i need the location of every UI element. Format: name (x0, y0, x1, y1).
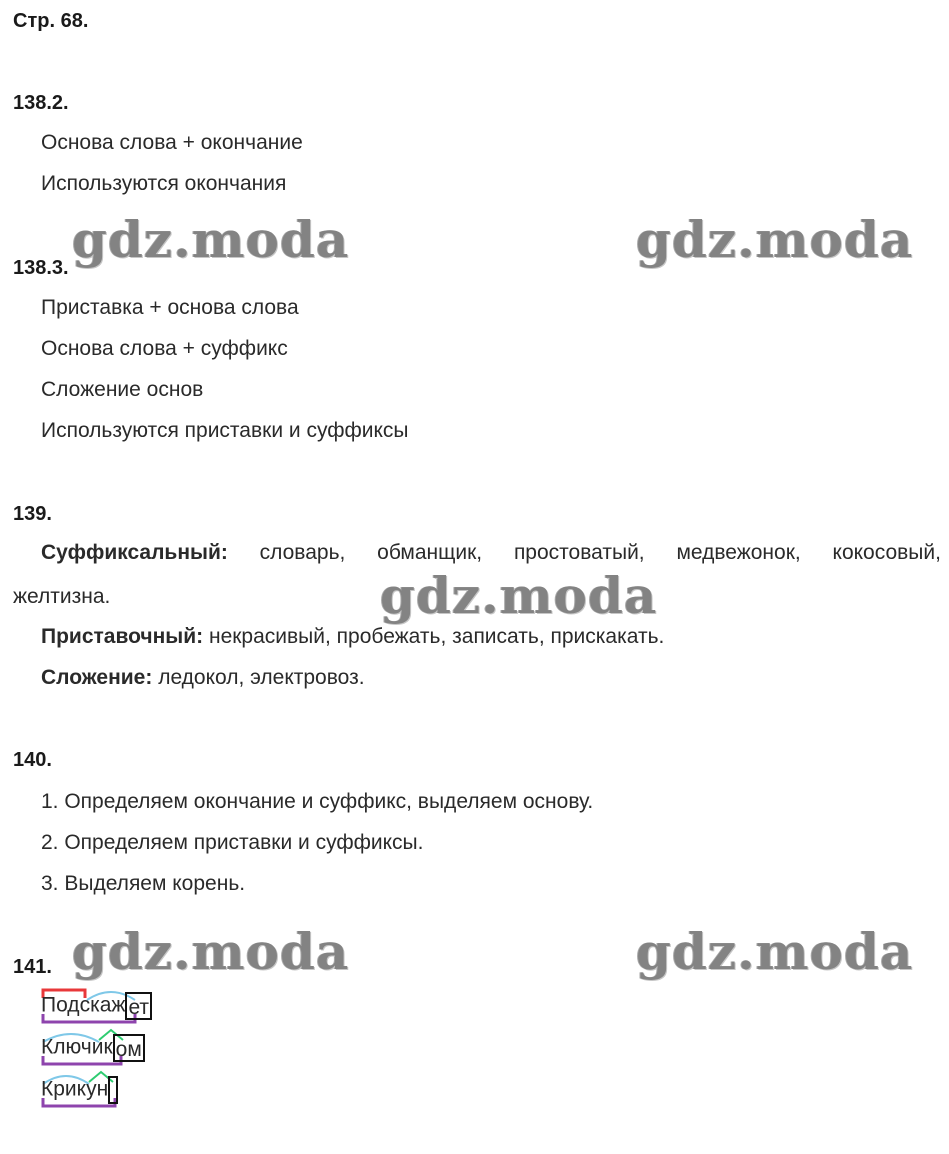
exercise-138-3-title: 138.3. (13, 257, 69, 279)
exercise-138-2-line-1: Основа слова + окончание (41, 131, 303, 154)
exercise-138-3-line-1: Приставка + основа слова (41, 296, 299, 319)
page-label: Стр. 68. (13, 10, 89, 32)
morpheme-word-3 (41, 1072, 118, 1112)
ending-box: ом (113, 1034, 145, 1062)
exercise-138-3-line-3: Сложение основ (41, 378, 204, 401)
exercise-141-title: 141. (13, 956, 52, 978)
suffix-word: кокосовый, (832, 541, 941, 564)
word-stem: Подскаж (41, 993, 126, 1017)
exercise-138-2-title: 138.2. (13, 92, 69, 114)
watermark-logo: gdz.moda (636, 210, 914, 269)
suffix-continuation: желтизна. (13, 585, 111, 608)
compound-line (41, 666, 365, 690)
exercise-140-item-2: 2. Определяем приставки и суффиксы. (41, 831, 424, 854)
compound-text: ледокол, электровоз. (158, 666, 365, 689)
exercise-138-2-line-2: Используются окончания (41, 172, 287, 195)
suffix-word: обманщик, (377, 541, 483, 564)
exercise-139-suffix-line (41, 541, 941, 565)
watermark-logo: gdz.moda (72, 210, 350, 269)
exercise-140-item-3: 3. Выделяем корень. (41, 872, 246, 895)
ending-box: ет (125, 992, 152, 1020)
morpheme-word-1 (41, 988, 152, 1028)
prefix-label: Приставочный: (41, 625, 204, 648)
suffix-label: Суффиксальный: (41, 541, 228, 564)
exercise-139-title: 139. (13, 503, 52, 525)
exercise-140-title: 140. (13, 749, 52, 771)
watermark-logo: gdz.moda (380, 566, 658, 625)
morpheme-word-2 (41, 1030, 145, 1070)
watermark-logo: gdz.moda (72, 922, 350, 981)
watermark-logo: gdz.moda (636, 922, 914, 981)
prefix-text: некрасивый, пробежать, записать, прискакать. (208, 625, 665, 648)
ending-box (108, 1076, 118, 1104)
word-stem: Крикун (41, 1077, 109, 1101)
exercise-138-3-line-2: Основа слова + суффикс (41, 337, 288, 360)
compound-label: Сложение: (41, 666, 153, 689)
suffix-word: словарь, (259, 541, 346, 564)
prefix-line (41, 625, 664, 649)
word-stem: Ключик (41, 1035, 113, 1059)
suffix-word: простоватый, (513, 541, 645, 564)
suffix-word: медвежонок, (676, 541, 801, 564)
exercise-140-item-1: 1. Определяем окончание и суффикс, выделяем основу. (41, 790, 594, 813)
exercise-138-3-line-4: Используются приставки и суффиксы (41, 419, 409, 442)
